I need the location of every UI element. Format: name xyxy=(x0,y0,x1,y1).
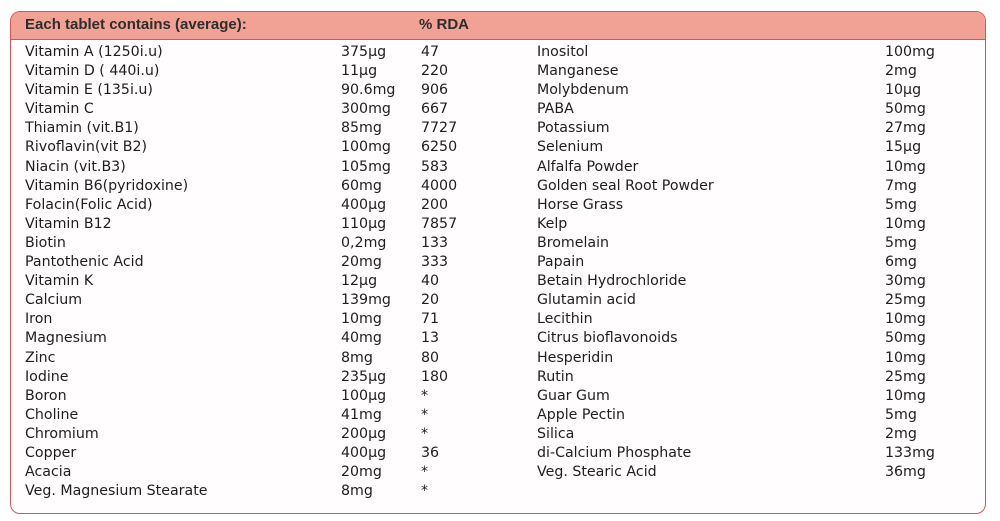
rda-value: 36 xyxy=(421,444,440,461)
table-row xyxy=(11,62,985,81)
right-ingredient-amount: 25mg xyxy=(885,292,926,309)
table-row xyxy=(11,272,985,291)
right-ingredient-amount: 27mg xyxy=(885,120,926,137)
left-ingredient-name: Copper xyxy=(25,444,77,461)
left-ingredient-amount: 20mg xyxy=(341,254,382,271)
rda-value: 7857 xyxy=(421,215,458,232)
left-ingredient-amount: 100mg xyxy=(341,139,391,156)
rda-value: * xyxy=(421,483,429,500)
rda-value: 220 xyxy=(421,63,449,80)
left-ingredient-amount: 0,2mg xyxy=(341,234,387,251)
rda-value: 333 xyxy=(421,254,449,271)
right-ingredient-amount: 7mg xyxy=(885,177,917,194)
left-ingredient-name: Veg. Magnesium Stearate xyxy=(25,483,208,500)
right-ingredient-name: PABA xyxy=(537,101,574,118)
left-ingredient-name: Iron xyxy=(25,311,53,328)
right-ingredient-name: Horse Grass xyxy=(537,196,624,213)
rda-value: 40 xyxy=(421,273,440,290)
left-ingredient-name: Vitamin B6(pyridoxine) xyxy=(25,177,189,194)
left-ingredient-name: Vitamin B12 xyxy=(25,215,112,232)
right-ingredient-amount: 25mg xyxy=(885,368,926,385)
right-ingredient-amount: 30mg xyxy=(885,273,926,290)
table-header xyxy=(11,12,985,40)
left-ingredient-amount: 300mg xyxy=(341,101,391,118)
right-ingredient-name: di-Calcium Phosphate xyxy=(537,444,692,461)
rda-value: 13 xyxy=(421,330,440,347)
rda-value: 4000 xyxy=(421,177,458,194)
rda-value: 47 xyxy=(421,44,440,60)
nutrition-panel xyxy=(10,11,986,514)
rda-value: 200 xyxy=(421,196,449,213)
rda-value: * xyxy=(421,464,429,481)
ingredient-rows xyxy=(11,43,985,501)
table-row xyxy=(11,310,985,329)
left-ingredient-name: Choline xyxy=(25,406,79,423)
right-ingredient-amount: 50mg xyxy=(885,101,926,118)
right-ingredient-amount: 10mg xyxy=(885,387,926,404)
right-ingredient-name: Papain xyxy=(537,254,585,271)
left-ingredient-amount: 85mg xyxy=(341,120,382,137)
left-ingredient-name: Vitamin D ( 440i.u) xyxy=(25,63,160,80)
rda-value: 667 xyxy=(421,101,449,118)
right-ingredient-name: Glutamin acid xyxy=(537,292,636,309)
left-ingredient-amount: 40mg xyxy=(341,330,382,347)
table-row xyxy=(11,119,985,138)
left-ingredient-amount: 60mg xyxy=(341,177,382,194)
left-ingredient-name: Calcium xyxy=(25,292,83,309)
table-row xyxy=(11,291,985,310)
right-ingredient-amount: 36mg xyxy=(885,464,926,481)
table-row xyxy=(11,100,985,119)
left-ingredient-name: Vitamin A (1250i.u) xyxy=(25,44,163,60)
left-ingredient-amount: 400µg xyxy=(341,196,387,213)
rda-value: 133 xyxy=(421,234,449,251)
rda-value: 906 xyxy=(421,82,449,99)
left-ingredient-name: Chromium xyxy=(25,425,99,442)
right-ingredient-name: Potassium xyxy=(537,120,610,137)
right-ingredient-amount: 15µg xyxy=(885,139,922,156)
left-ingredient-name: Folacin(Folic Acid) xyxy=(25,196,153,213)
right-ingredient-name: Rutin xyxy=(537,368,574,385)
table-row xyxy=(11,463,985,482)
right-ingredient-name: Silica xyxy=(537,425,575,442)
right-ingredient-name: Guar Gum xyxy=(537,387,610,404)
right-ingredient-amount: 10mg xyxy=(885,349,926,366)
left-ingredient-name: Biotin xyxy=(25,234,66,251)
left-ingredient-amount: 8mg xyxy=(341,349,373,366)
rda-header: % RDA xyxy=(419,16,470,33)
right-ingredient-name: Selenium xyxy=(537,139,604,156)
right-ingredient-name: Veg. Stearic Acid xyxy=(537,464,657,481)
right-ingredient-amount: 6mg xyxy=(885,254,917,271)
right-ingredient-amount: 10mg xyxy=(885,311,926,328)
table-row xyxy=(11,234,985,253)
left-ingredient-name: Vitamin C xyxy=(25,101,94,118)
right-ingredient-name: Alfalfa Powder xyxy=(537,158,639,175)
rda-value: 180 xyxy=(421,368,449,385)
table-row xyxy=(11,444,985,463)
left-ingredient-amount: 139mg xyxy=(341,292,391,309)
right-ingredient-name: Betain Hydrochloride xyxy=(537,273,687,290)
right-ingredient-amount: 2mg xyxy=(885,425,917,442)
left-ingredient-amount: 105mg xyxy=(341,158,391,175)
left-ingredient-name: Pantothenic Acid xyxy=(25,254,144,271)
left-ingredient-name: Zinc xyxy=(25,349,56,366)
table-row xyxy=(11,158,985,177)
table-row xyxy=(11,425,985,444)
left-ingredient-amount: 110µg xyxy=(341,215,387,232)
right-ingredient-amount: 5mg xyxy=(885,196,917,213)
left-ingredient-name: Niacin (vit.B3) xyxy=(25,158,126,175)
left-ingredient-amount: 41mg xyxy=(341,406,382,423)
right-ingredient-amount: 50mg xyxy=(885,330,926,347)
right-ingredient-amount: 5mg xyxy=(885,234,917,251)
left-ingredient-amount: 20mg xyxy=(341,464,382,481)
rda-value: 583 xyxy=(421,158,449,175)
left-ingredient-amount: 90.6mg xyxy=(341,82,396,99)
right-ingredient-name: Manganese xyxy=(537,63,619,80)
table-row xyxy=(11,406,985,425)
rda-value: * xyxy=(421,406,429,423)
left-ingredient-name: Thiamin (vit.B1) xyxy=(25,120,139,137)
left-ingredient-name: Rivoflavin(vit B2) xyxy=(25,139,148,156)
table-row xyxy=(11,253,985,272)
table-row xyxy=(11,368,985,387)
right-ingredient-amount: 10µg xyxy=(885,82,922,99)
table-row xyxy=(11,138,985,157)
rda-value: * xyxy=(421,387,429,404)
left-ingredient-name: Iodine xyxy=(25,368,69,385)
left-ingredient-amount: 200µg xyxy=(341,425,387,442)
left-ingredient-name: Vitamin E (135i.u) xyxy=(25,82,153,99)
right-ingredient-name: Inositol xyxy=(537,44,589,60)
right-ingredient-name: Kelp xyxy=(537,215,568,232)
left-ingredient-name: Acacia xyxy=(25,464,72,481)
right-ingredient-amount: 10mg xyxy=(885,215,926,232)
left-ingredient-amount: 375µg xyxy=(341,44,387,60)
rda-value: 80 xyxy=(421,349,440,366)
right-ingredient-amount: 5mg xyxy=(885,406,917,423)
left-ingredient-amount: 235µg xyxy=(341,368,387,385)
header-title: Each tablet contains (average): xyxy=(25,16,247,33)
left-ingredient-amount: 12µg xyxy=(341,273,378,290)
left-ingredient-name: Boron xyxy=(25,387,67,404)
rda-value: 7727 xyxy=(421,120,458,137)
table-row xyxy=(11,349,985,368)
right-ingredient-name: Hesperidin xyxy=(537,349,614,366)
right-ingredient-name: Citrus bioflavonoids xyxy=(537,330,678,347)
table-row xyxy=(11,329,985,348)
rda-value: 6250 xyxy=(421,139,458,156)
right-ingredient-name: Lecithin xyxy=(537,311,593,328)
right-ingredient-amount: 100mg xyxy=(885,44,935,60)
table-row xyxy=(11,177,985,196)
table-row xyxy=(11,215,985,234)
left-ingredient-amount: 11µg xyxy=(341,63,378,80)
table-row xyxy=(11,387,985,406)
rda-value: * xyxy=(421,425,429,442)
table-row xyxy=(11,482,985,501)
right-ingredient-name: Apple Pectin xyxy=(537,406,625,423)
table-row xyxy=(11,43,985,62)
table-row xyxy=(11,196,985,215)
left-ingredient-name: Magnesium xyxy=(25,330,107,347)
right-ingredient-name: Bromelain xyxy=(537,234,610,251)
left-ingredient-amount: 400µg xyxy=(341,444,387,461)
left-ingredient-amount: 8mg xyxy=(341,483,373,500)
left-ingredient-name: Vitamin K xyxy=(25,273,94,290)
right-ingredient-name: Molybdenum xyxy=(537,82,629,99)
rda-value: 71 xyxy=(421,311,440,328)
table-row xyxy=(11,81,985,100)
rda-value: 20 xyxy=(421,292,440,309)
right-ingredient-amount: 10mg xyxy=(885,158,926,175)
left-ingredient-amount: 10mg xyxy=(341,311,382,328)
right-ingredient-amount: 2mg xyxy=(885,63,917,80)
right-ingredient-amount: 133mg xyxy=(885,444,935,461)
right-ingredient-name: Golden seal Root Powder xyxy=(537,177,714,194)
left-ingredient-amount: 100µg xyxy=(341,387,387,404)
